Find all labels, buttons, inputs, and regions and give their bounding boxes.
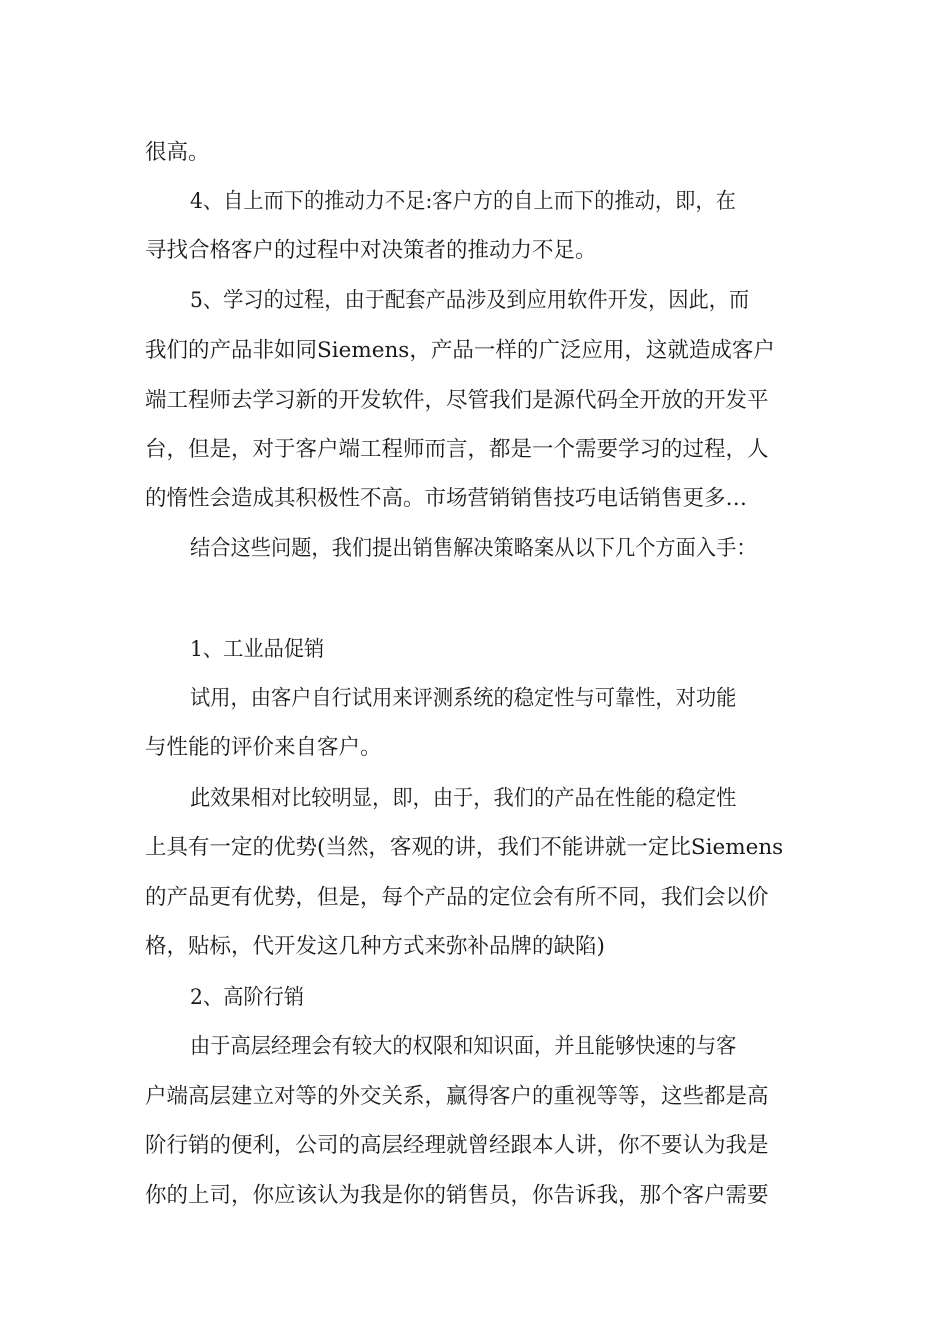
text-line: 很高。	[145, 140, 210, 165]
text-line: 格，贴标，代开发这几种方式来弥补品牌的缺陷)	[145, 934, 605, 959]
text-line: 上具有一定的优势(当然，客观的讲，我们不能讲就一定比Siemens	[145, 835, 784, 860]
text-line: 5、学习的过程，由于配套产品涉及到应用软件开发，因此，而	[190, 288, 750, 313]
text-line: 阶行销的便利，公司的高层经理就曾经跟本人讲，你不要认为我是	[145, 1133, 769, 1158]
text-line: 的惰性会造成其积极性不高。市场营销销售技巧电话销售更多…	[145, 486, 748, 511]
text-line: 你的上司，你应该认为我是你的销售员，你告诉我，那个客户需要	[145, 1183, 769, 1208]
text-line: 4、自上而下的推动力不足:客户方的自上而下的推动，即，在	[190, 189, 736, 214]
text-line: 与性能的评价来自客户。	[145, 735, 382, 760]
section-heading: 2、高阶行销	[190, 985, 305, 1010]
text-line: 此效果相对比较明显，即，由于，我们的产品在性能的稳定性	[190, 786, 737, 811]
text-line: 试用，由客户自行试用来评测系统的稳定性与可靠性，对功能	[190, 686, 737, 711]
text-line: 结合这些问题，我们提出销售解决策略案从以下几个方面入手：	[190, 536, 757, 561]
text-line: 我们的产品非如同Siemens，产品一样的广泛应用，这就造成客户	[145, 338, 775, 363]
text-line: 的产品更有优势，但是，每个产品的定位会有所不同，我们会以价	[145, 885, 769, 910]
section-heading: 1、工业品促销	[190, 637, 325, 662]
text-line: 由于高层经理会有较大的权限和知识面，并且能够快速的与客	[190, 1034, 737, 1059]
text-line: 户端高层建立对等的外交关系，赢得客户的重视等等，这些都是高	[145, 1084, 769, 1109]
text-line: 端工程师去学习新的开发软件，尽管我们是源代码全开放的开发平	[145, 388, 769, 413]
text-line: 寻找合格客户的过程中对决策者的推动力不足。	[145, 238, 597, 263]
text-line: 台，但是，对于客户端工程师而言，都是一个需要学习的过程，人	[145, 437, 769, 462]
